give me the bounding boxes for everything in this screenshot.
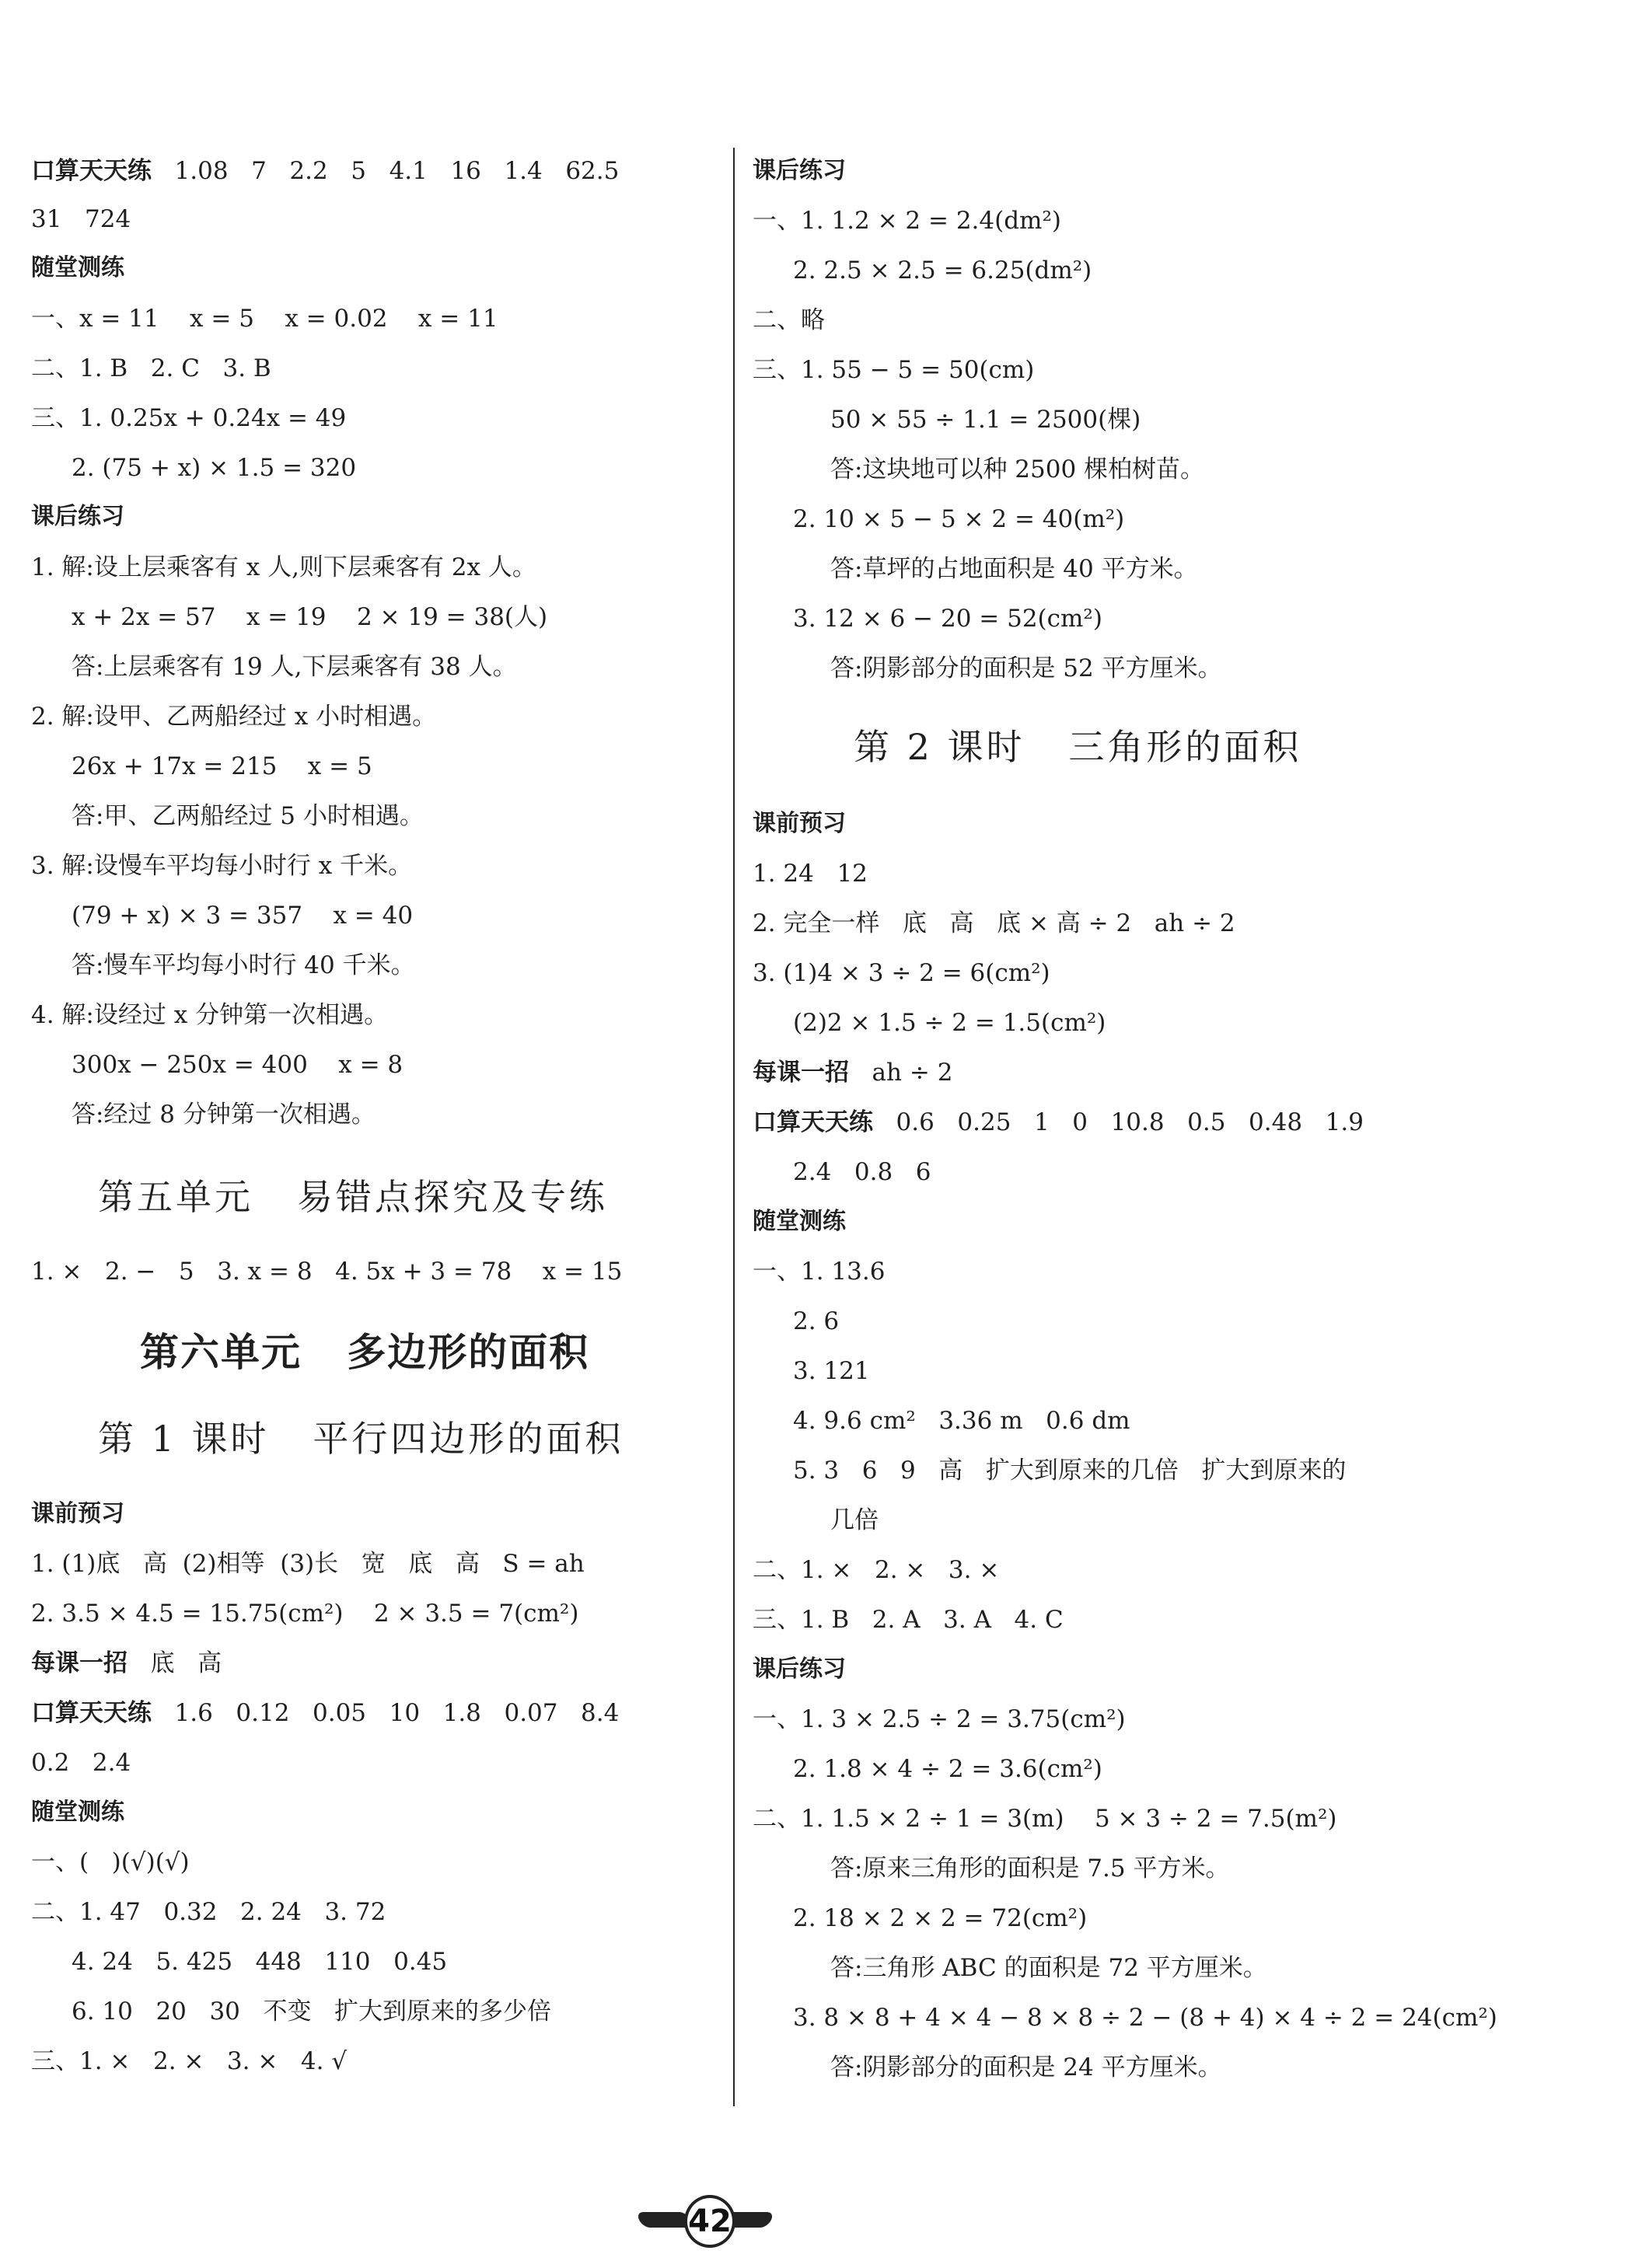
- answer-line: (79 + x) × 3 = 357 x = 40: [72, 902, 414, 930]
- answer-line: 一、( )(√)(√): [31, 1848, 190, 1876]
- bold-label: 口算天天练: [31, 1699, 152, 1727]
- answer-line: 2. 10 × 5 − 5 × 2 = 40(m²): [793, 505, 1125, 533]
- answer-line: 一、1. 3 × 2.5 ÷ 2 = 3.75(cm²): [753, 1705, 1126, 1733]
- answer-line: 1. (1)底 高 (2)相等 (3)长 宽 底 高 S = ah: [31, 1550, 585, 1578]
- answer-line: 二、1. 47 0.32 2. 24 3. 72: [31, 1898, 386, 1926]
- answer-line: 2. 6: [793, 1307, 840, 1335]
- kousuan-line: 口算天天练 1.08 7 2.2 5 4.1 16 1.4 62.5: [31, 157, 620, 185]
- answer-line: 答:这块地可以种 2500 棵柏树苗。: [830, 455, 1205, 483]
- answer-line: 三、1. × 2. × 3. × 4. √: [31, 2047, 348, 2075]
- answer-line: 答:经过 8 分钟第一次相遇。: [72, 1101, 376, 1129]
- answer-line: 2. (75 + x) × 1.5 = 320: [72, 454, 357, 482]
- answer-line: 二、1. 1.5 × 2 ÷ 1 = 3(m) 5 × 3 ÷ 2 = 7.5(m²): [753, 1805, 1337, 1833]
- answer-line: 6. 10 20 30 不变 扩大到原来的多少倍: [72, 1998, 552, 2025]
- answer-line: 答:原来三角形的面积是 7.5 平方米。: [830, 1855, 1230, 1882]
- answer-line: 1. × 2. − 5 3. x = 8 4. 5x + 3 = 78 x = 15: [31, 1258, 623, 1286]
- answer-line: 300x − 250x = 400 x = 8: [72, 1051, 404, 1079]
- answer-line: 3. 121: [793, 1357, 870, 1385]
- section-heading: 随堂测练: [753, 1208, 846, 1235]
- answer-line: 三、1. 0.25x + 0.24x = 49: [31, 404, 347, 432]
- answer-line: 0.2 2.4: [31, 1749, 131, 1777]
- bold-label: 每课一招: [31, 1649, 128, 1677]
- section-heading: 课前预习: [753, 810, 846, 837]
- answer-line: 答:慢车平均每小时行 40 千米。: [72, 951, 415, 979]
- answer-line: 三、1. 55 − 5 = 50(cm): [753, 356, 1035, 384]
- answer-line: 4. 24 5. 425 448 110 0.45: [72, 1948, 448, 1976]
- section-heading: 课前预习: [31, 1500, 124, 1527]
- column-divider: [733, 148, 735, 2106]
- answer-line: 2.4 0.8 6: [793, 1158, 931, 1186]
- answer-line: 2. 完全一样 底 高 底 × 高 ÷ 2 ah ÷ 2: [753, 909, 1235, 937]
- answer-line: 31 724: [31, 205, 131, 233]
- answer-line: 几倍: [830, 1506, 879, 1534]
- bold-label: 口算天天练: [753, 1108, 873, 1136]
- bold-label: 每课一招: [753, 1059, 849, 1087]
- answer-line: 二、1. × 2. × 3. ×: [753, 1556, 1000, 1584]
- answer-line: (2)2 × 1.5 ÷ 2 = 1.5(cm²): [793, 1009, 1106, 1037]
- section-heading: 课后练习: [753, 157, 846, 184]
- answer-line: 5. 3 6 9 高 扩大到原来的几倍 扩大到原来的: [793, 1457, 1347, 1485]
- answer-line: 3. (1)4 × 3 ÷ 2 = 6(cm²): [753, 959, 1050, 987]
- answer-line: 一、1. 13.6: [753, 1258, 886, 1286]
- answer-line: 1. 24 12: [753, 860, 868, 888]
- answer-line: 50 × 55 ÷ 1.1 = 2500(棵): [830, 406, 1141, 434]
- answer-line: 答:阴影部分的面积是 24 平方厘米。: [830, 2053, 1222, 2081]
- answer-line: 答:上层乘客有 19 人,下层乘客有 38 人。: [72, 653, 517, 681]
- answer-line: 2. 2.5 × 2.5 = 6.25(dm²): [793, 256, 1092, 284]
- answer-line: 答:甲、乙两船经过 5 小时相遇。: [72, 802, 424, 830]
- section-heading: 课后练习: [31, 503, 124, 530]
- answer-line: 4. 解:设经过 x 分钟第一次相遇。: [31, 1001, 389, 1029]
- answer-line: 二、略: [753, 306, 825, 334]
- answer-line: 3. 解:设慢车平均每小时行 x 千米。: [31, 852, 413, 880]
- unit-five-title: 第五单元 易错点探究及专练: [98, 1176, 608, 1218]
- lesson-one-title: 第 1 课时 平行四边形的面积: [98, 1418, 624, 1460]
- tip-line: 每课一招 底 高: [31, 1649, 222, 1677]
- page-number: 42: [684, 2195, 735, 2248]
- answer-line: 2. 18 × 2 × 2 = 72(cm²): [793, 1904, 1088, 1932]
- answer-line: 答:阴影部分的面积是 52 平方厘米。: [830, 654, 1222, 682]
- tip-line: 每课一招 ah ÷ 2: [753, 1059, 953, 1087]
- answer-line: 2. 3.5 × 4.5 = 15.75(cm²) 2 × 3.5 = 7(cm²): [31, 1600, 579, 1628]
- page-number-badge: [639, 2186, 771, 2252]
- answer-line: 答:草坪的占地面积是 40 平方米。: [830, 555, 1198, 583]
- bold-label: 口算天天练: [31, 157, 152, 185]
- kousuan-line: 口算天天练 1.6 0.12 0.05 10 1.8 0.07 8.4: [31, 1699, 620, 1727]
- answer-line: 2. 解:设甲、乙两船经过 x 小时相遇。: [31, 703, 437, 731]
- section-heading: 随堂测练: [31, 1799, 124, 1826]
- answer-line: 3. 12 × 6 − 20 = 52(cm²): [793, 605, 1102, 633]
- answer-line: 一、1. 1.2 × 2 = 2.4(dm²): [753, 207, 1061, 235]
- answer-line: 3. 8 × 8 + 4 × 4 − 8 × 8 ÷ 2 − (8 + 4) × 4 ÷ 2 = 24(cm²): [793, 2004, 1497, 2032]
- kousuan-line: 口算天天练 0.6 0.25 1 0 10.8 0.5 0.48 1.9: [753, 1108, 1364, 1136]
- answer-line: 26x + 17x = 215 x = 5: [72, 752, 372, 780]
- answer-line: x + 2x = 57 x = 19 2 × 19 = 38(人): [72, 603, 548, 631]
- answer-line: 1. 解:设上层乘客有 x 人,则下层乘客有 2x 人。: [31, 553, 536, 581]
- section-heading: 课后练习: [753, 1656, 846, 1683]
- lesson-two-title: 第 2 课时 三角形的面积: [854, 726, 1302, 768]
- unit-six-title: 第六单元 多边形的面积: [140, 1330, 590, 1375]
- answer-line: 2. 1.8 × 4 ÷ 2 = 3.6(cm²): [793, 1755, 1102, 1783]
- answer-line: 三、1. B 2. A 3. A 4. C: [753, 1606, 1064, 1634]
- section-heading: 随堂测练: [31, 254, 124, 281]
- answer-line: 二、1. B 2. C 3. B: [31, 354, 271, 382]
- answer-line: 答:三角形 ABC 的面积是 72 平方厘米。: [830, 1954, 1267, 1982]
- answer-line: 4. 9.6 cm² 3.36 m 0.6 dm: [793, 1407, 1130, 1435]
- answer-line: 一、x = 11 x = 5 x = 0.02 x = 11: [31, 305, 498, 333]
